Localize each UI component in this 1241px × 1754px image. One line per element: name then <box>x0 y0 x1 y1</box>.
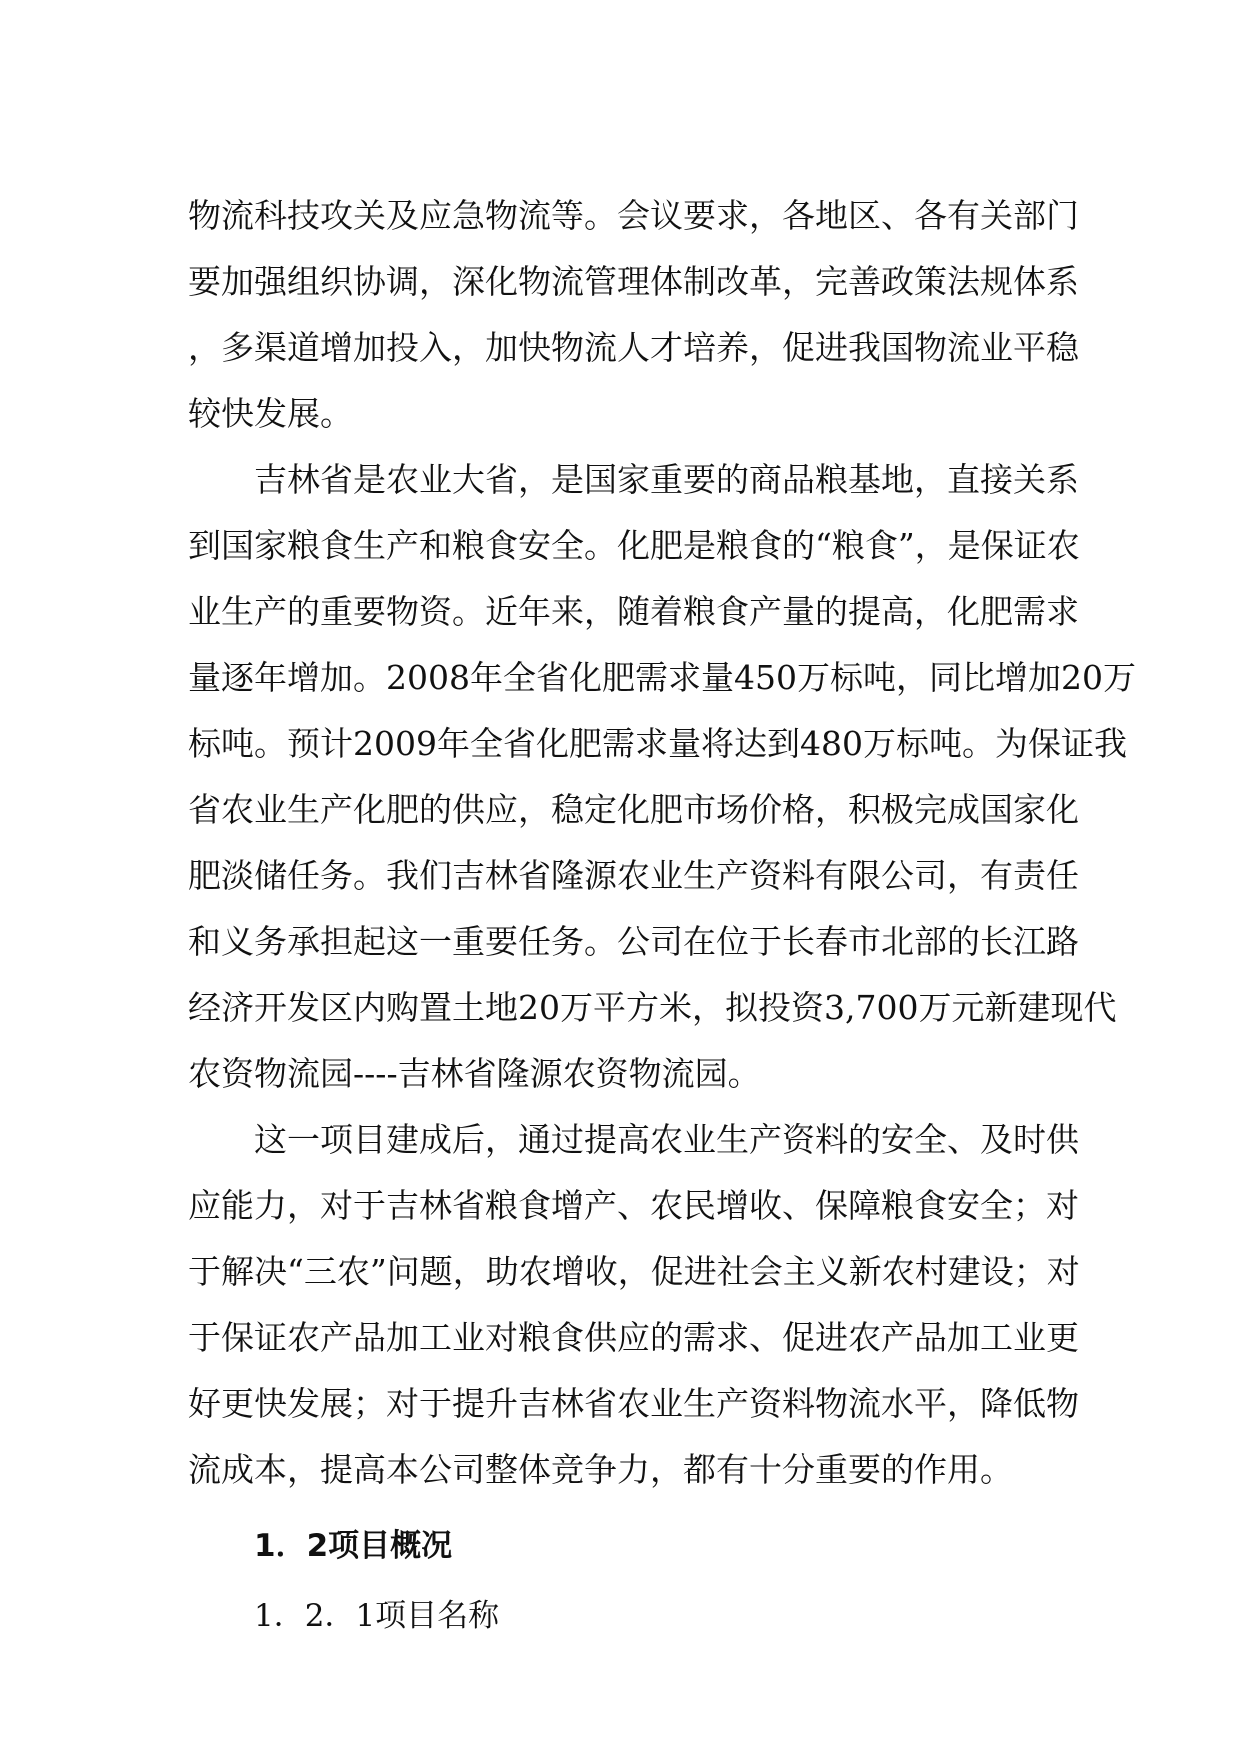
text-line: 农资物流园----吉林省隆源农资物流园。 <box>188 1054 761 1093</box>
text-line: 要加强组织协调，深化物流管理体制改革，完善政策法规体系 <box>188 262 1079 301</box>
text-line: ，多渠道增加投入，加快物流人才培养，促进我国物流业平稳 <box>188 328 1079 367</box>
document-body <box>188 188 1136 1654</box>
text-line: 应能力，对于吉林省粮食增产、农民增收、保障粮食安全；对 <box>188 1186 1079 1225</box>
paragraph-3 <box>188 1112 1108 1508</box>
text-line: 于保证农产品加工业对粮食供应的需求、促进农产品加工业更 <box>188 1318 1079 1357</box>
text-line: 业生产的重要物资。近年来，随着粮食产量的提高，化肥需求 <box>188 592 1079 631</box>
text-line: 和义务承担起这一重要任务。公司在位于长春市北部的长江路 <box>188 922 1079 961</box>
subsection-heading: 1．2．1项目名称 <box>254 1598 500 1634</box>
text-line: 省农业生产化肥的供应，稳定化肥市场价格，积极完成国家化 <box>188 790 1079 829</box>
paragraph-2 <box>188 452 1136 1112</box>
text-line: 到国家粮食生产和粮食安全。化肥是粮食的“粮食”，是保证农 <box>188 526 1080 565</box>
text-line: 好更快发展；对于提升吉林省农业生产资料物流水平，降低物 <box>188 1384 1079 1423</box>
text-line: 经济开发区内购置土地20万平方米，拟投资3,700万元新建现代 <box>188 988 1117 1027</box>
text-line: 这一项目建成后，通过提高农业生产资料的安全、及时供 <box>254 1120 1079 1159</box>
section-heading: 1．2项目概况 <box>254 1528 453 1564</box>
text-line: 标吨。预计2009年全省化肥需求量将达到480万标吨。为保证我 <box>188 724 1127 763</box>
text-line: 肥淡储任务。我们吉林省隆源农业生产资料有限公司，有责任 <box>188 856 1079 895</box>
text-line: 于解决“三农”问题，助农增收，促进社会主义新农村建设；对 <box>188 1252 1080 1291</box>
text-line: 量逐年增加。2008年全省化肥需求量450万标吨，同比增加20万 <box>188 658 1136 697</box>
text-line: 较快发展。 <box>188 394 353 433</box>
paragraph-1 <box>188 188 1108 452</box>
text-line: 物流科技攻关及应急物流等。会议要求，各地区、各有关部门 <box>188 196 1079 235</box>
text-line: 流成本，提高本公司整体竞争力，都有十分重要的作用。 <box>188 1450 1013 1489</box>
text-line: 吉林省是农业大省，是国家重要的商品粮基地，直接关系 <box>254 460 1079 499</box>
